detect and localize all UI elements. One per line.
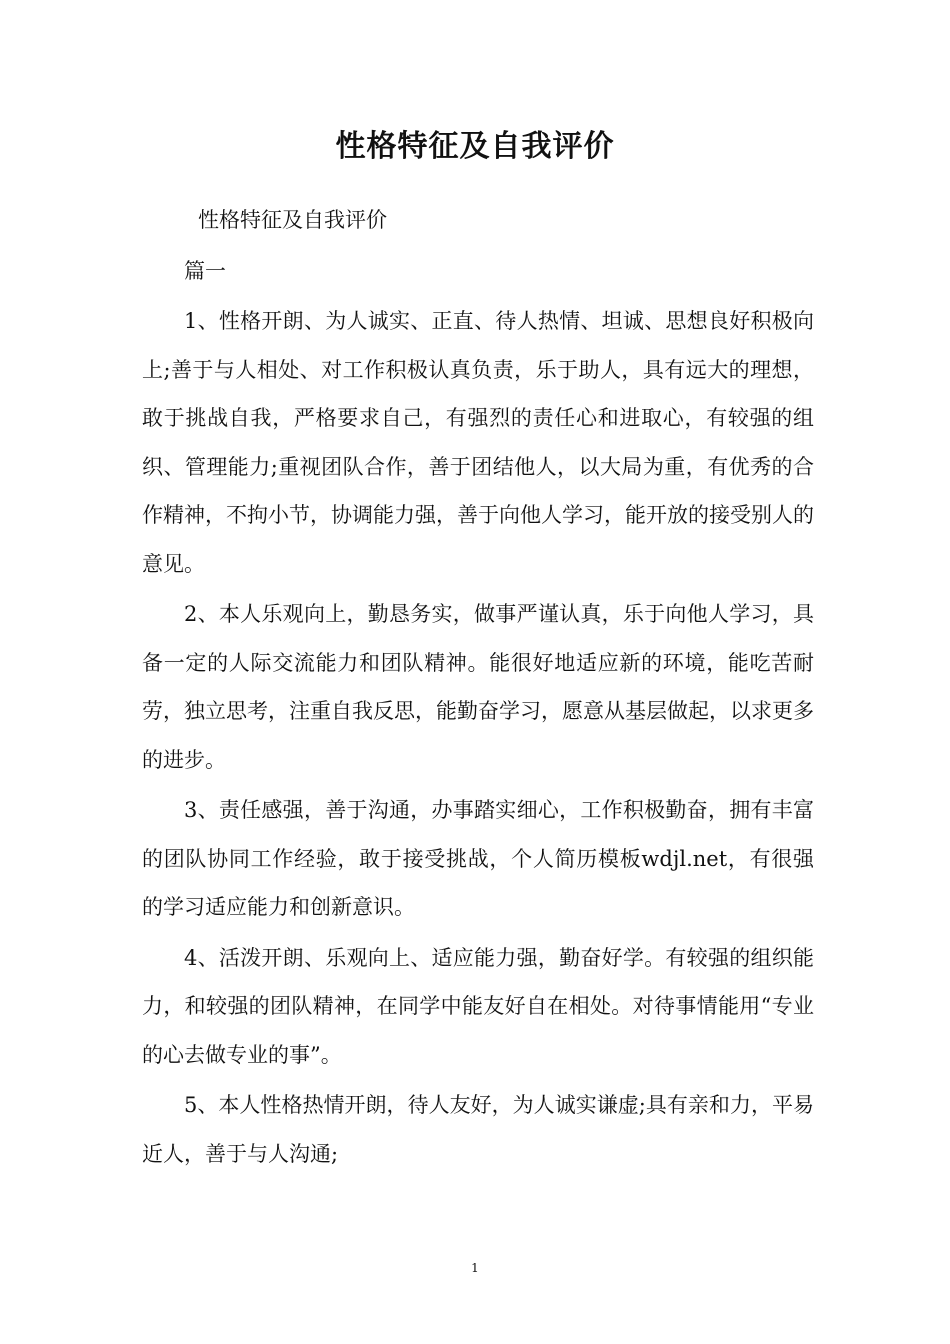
paragraph-5: 5、本人性格热情开朗，待人友好，为人诚实谦虚;具有亲和力，平易近人，善于与人沟通; — [142, 1093, 814, 1166]
section-heading: 篇一 — [184, 258, 226, 283]
page-number: 1 — [471, 1261, 479, 1275]
paragraph-4: 4、活泼开朗、乐观向上、适应能力强，勤奋好学。有较强的组织能力，和较强的团队精神，在同学中能友好自在相处。对待事情能用“专业的心去做专业的事”。 — [142, 945, 814, 1067]
document-body — [142, 196, 814, 1178]
paragraph-1: 1、性格开朗、为人诚实、正直、待人热情、坦诚、思想良好积极向上;善于与人相处、对工作积极认真负责，乐于助人，具有远大的理想，敢于挑战自我，严格要求自己，有强烈的责任心和进取心，有较强的组织、管理能力;重视团队合作，善于团结他人，以大局为重，有优秀的合作精神，不拘小节，协调能力强，善于向他人学习，能开放的接受别人的意见。 — [142, 309, 814, 576]
document-subtitle: 性格特征及自我评价 — [198, 208, 387, 232]
paragraph-2: 2、本人乐观向上，勤恳务实，做事严谨认真，乐于向他人学习，具备一定的人际交流能力和团队精神。能很好地适应新的环境，能吃苦耐劳，独立思考，注重自我反思，能勤奋学习，愿意从基层做起，以求更多的进步。 — [142, 602, 814, 772]
paragraph-3: 3、责任感强，善于沟通，办事踏实细心，工作积极勤奋，拥有丰富的团队协同工作经验，敢于接受挑战，个人简历模板wdjl.net，有很强的学习适应能力和创新意识。 — [142, 798, 814, 919]
document-title: 性格特征及自我评价 — [335, 129, 615, 164]
